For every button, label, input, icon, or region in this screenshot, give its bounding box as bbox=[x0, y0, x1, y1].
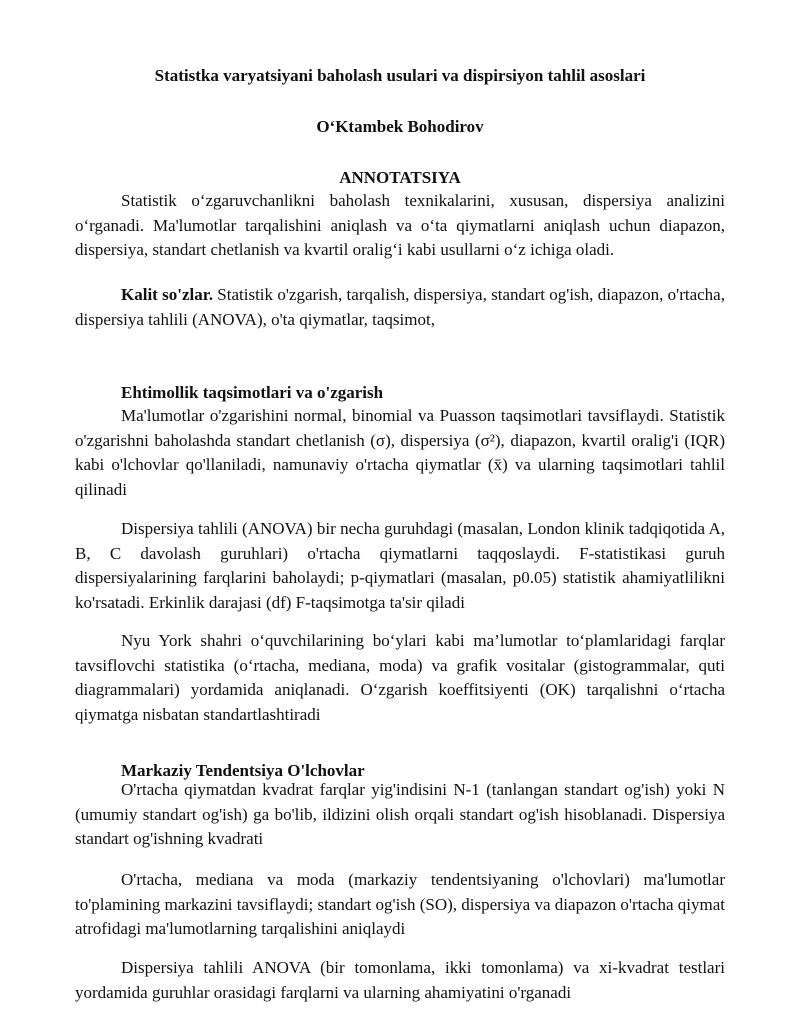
document-title: Statistka varyatsiyani baholash usulari va dispirsiyon tahlil asoslari bbox=[154, 66, 646, 85]
abstract-heading: ANNOTATSIYA bbox=[339, 168, 461, 187]
section-heading-distributions: Ehtimollik taqsimotlari va o'zgarish bbox=[121, 383, 384, 402]
section1-paragraph-3: Nyu York shahri o‘quvchilarining bo‘ylari kabi ma’lumotlar to‘plamlaridagi farqlar tavsiflovchi statistika (o‘rtacha, mediana, moda) va grafik vositalar (gistogrammalar, quti diagrammalari) yordamida aniqlanadi. O‘zgarish koeffitsiyenti (OK) tarqalishni o‘rtacha qiymatga nisbatan standartlashtiradi bbox=[75, 631, 725, 724]
section-heading-central-tendency: Markaziy Tendentsiya O'lchovlar bbox=[121, 761, 365, 780]
section1-paragraph-2: Dispersiya tahlili (ANOVA) bir necha guruhdagi (masalan, London klinik tadqiqotida A, B, C davolash guruhlari) o'rtacha qiymatlarni taqqoslaydi. F-statistikasi guruh dispersiyalarining farqlarini baholaydi; p-qiymatlari (masalan, p0.05) statistik ahamiyatlilikni ko'rsatadi. Erkinlik darajasi (df) F-taqsimotga ta'sir qiladi bbox=[75, 519, 725, 612]
keywords-paragraph bbox=[75, 283, 725, 332]
abstract-paragraph: Statistik o‘zgaruvchanlikni baholash texnikalarini, xususan, dispersiya analizini o‘rganadi. Ma'lumotlar tarqalishini aniqlash va o‘ta qiymatlarni aniqlash uchun diapazon, dispersiya, standart chetlanish va kvartil oralig‘i kabi usullarni o‘z ichiga oladi. bbox=[75, 191, 725, 260]
section2-paragraph-2: O'rtacha, mediana va moda (markaziy tendentsiyaning o'lchovlari) ma'lumotlar to'plamining markazini tavsiflaydi; standart og'ish (SO), dispersiya va diapazon o'rtacha qiymat atrofidagi ma'lumotlarning tarqalishini aniqlaydi bbox=[75, 870, 725, 939]
keywords-label: Kalit so'zlar. bbox=[121, 285, 213, 304]
section2-paragraph-1: O'rtacha qiymatdan kvadrat farqlar yig'indisini N-1 (tanlangan standart og'ish) yoki N (umumiy standart og'ish) ga bo'lib, ildizini olish orqali standart og'ish hisoblanadi. Dispersiya standart og'ishning kvadrati bbox=[75, 780, 725, 849]
section1-paragraph-1: Ma'lumotlar o'zgarishini normal, binomial va Puasson taqsimotlari tavsiflaydi. Statistik o'zgarishni baholashda standart chetlanish (σ), dispersiya (σ²), diapazon, kvartil oralig'i (IQR) kabi o'lchovlar qo'llaniladi, namunaviy o'rtacha qiymatlar (x̄) va ularning taqsimotlari tahlil qilinadi bbox=[75, 406, 725, 499]
keywords-text: Statistik o'zgarish, tarqalish, dispersiya, standart og'ish, diapazon, o'rtacha, dispersiya tahlili (ANOVA), o'ta qiymatlar, taqsimot, bbox=[75, 285, 725, 329]
section2-paragraph-3: Dispersiya tahlili ANOVA (bir tomonlama, ikki tomonlama) va xi-kvadrat testlari yordamida guruhlar orasidagi farqlarni va ularning ahamiyatini o'rganadi bbox=[75, 958, 725, 1002]
author-name: O‘Ktambek Bohodirov bbox=[316, 117, 484, 136]
